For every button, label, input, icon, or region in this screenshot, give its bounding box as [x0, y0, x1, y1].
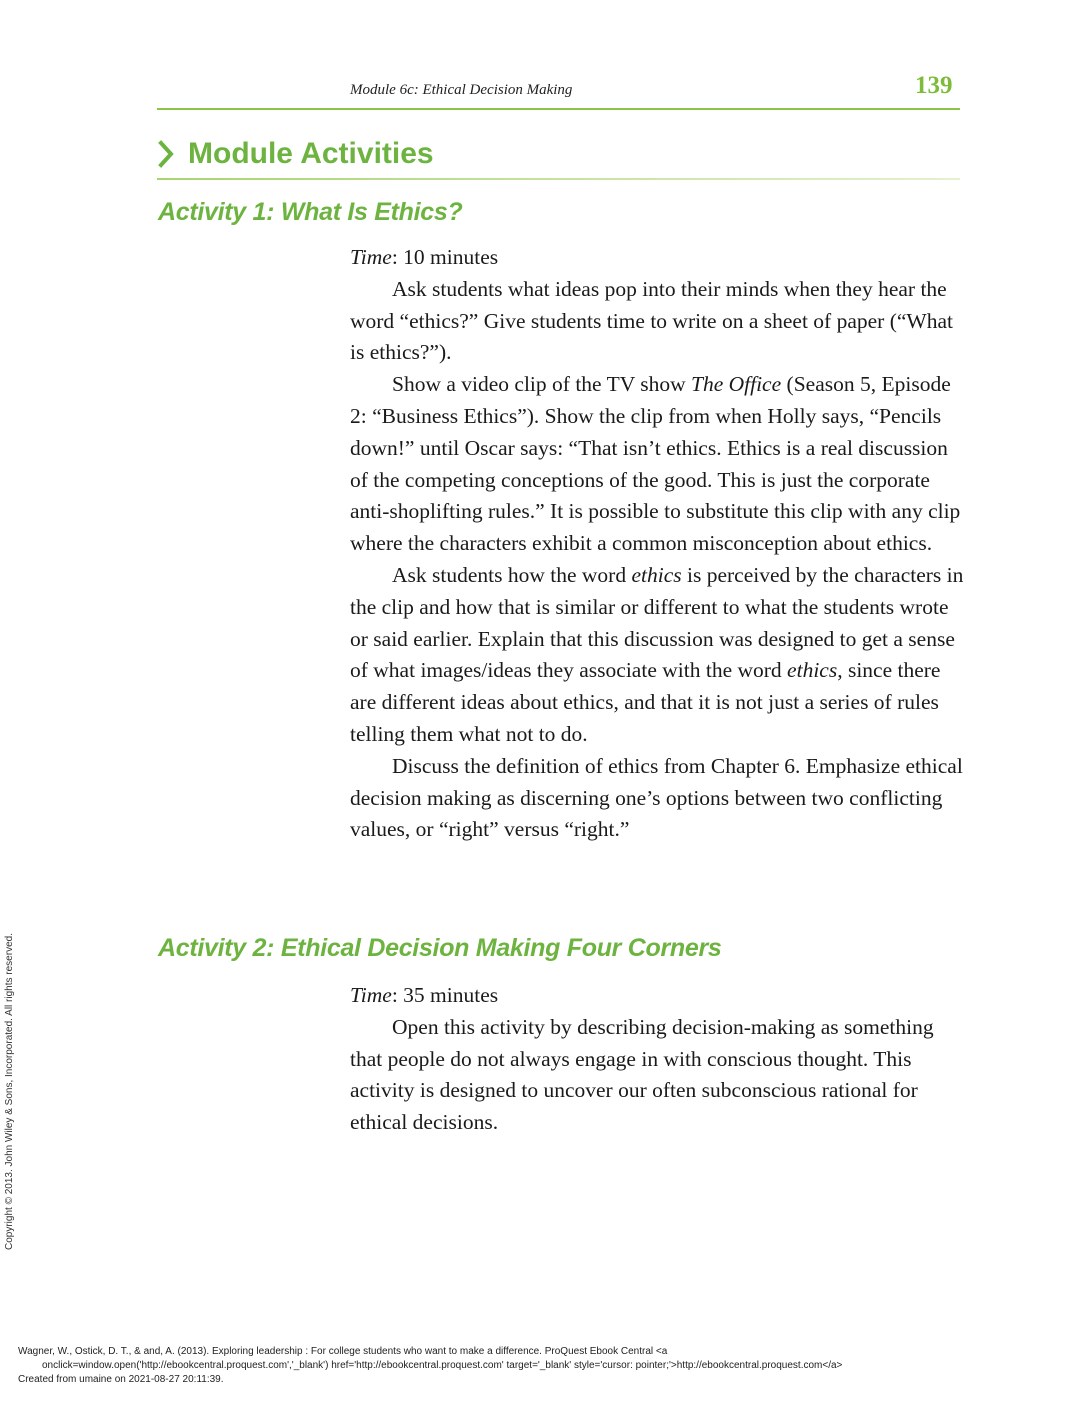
text-run: , since there are different ideas about ethics, and that it is not just a series of rules telling them what not to do. — [350, 658, 941, 746]
show-title: The Office — [690, 372, 782, 397]
time-label: Time — [350, 983, 392, 1007]
activity-2-time — [350, 980, 970, 1012]
paragraph — [350, 369, 970, 560]
page-number: 139 — [915, 72, 953, 99]
time-value: : 35 minutes — [391, 983, 499, 1007]
side-copyright: Copyright © 2013. John Wiley & Sons, Incorporated. All rights reserved. — [4, 933, 15, 1250]
paragraph — [350, 560, 970, 751]
text-run: Show a video clip of the TV show — [392, 372, 691, 397]
text-run: Ask students how the word — [392, 562, 632, 587]
chevron-right-icon — [158, 140, 174, 168]
footer-created: Created from umaine on 2021-08-27 20:11:39. — [18, 1374, 224, 1385]
emphasis: ethics — [787, 658, 838, 683]
section-title: Module Activities — [188, 137, 434, 170]
footer-citation: Wagner, W., Ostick, D. T., & and, A. (2013). Exploring leadership : For college students who want to make a difference. ProQuest Ebook Central <a — [18, 1346, 668, 1357]
text-run: (Season 5, Episode 2: “Business Ethics”). Show the clip from when Holly says, “Pencils down!” until Oscar says: “That isn’t ethics. Ethics is a real discussion of the competing conceptions of the good. This is just the corporate anti-shoplifting rules.” It is possible to substitute this clip with any clip where the characters exhibit a common misconception about ethics. — [350, 372, 961, 556]
section-heading — [158, 137, 434, 171]
activity-2-title: Activity 2: Ethical Decision Making Four Corners — [158, 934, 722, 962]
activity-2-body — [350, 980, 970, 1139]
emphasis: ethics — [631, 562, 682, 587]
footer-link: onclick=window.open('http://ebookcentral.proquest.com','_blank') href='http://ebookcentral.proquest.com' target='_blank' style='cursor: pointer;'>http://ebookcentral.proquest.com</a> — [42, 1360, 843, 1371]
running-head: Module 6c: Ethical Decision Making — [350, 82, 573, 98]
time-label: Time — [350, 245, 392, 269]
activity-1-time — [350, 242, 970, 274]
section-rule — [157, 178, 960, 180]
paragraph: Discuss the definition of ethics from Chapter 6. Emphasize ethical decision making as discerning one’s options between two conflicting values, or “right” versus “right.” — [350, 753, 963, 842]
text-run: is perceived by the characters in the clip and how that is similar or different to what the students wrote or said earlier. Explain that this discussion was designed to get a sense of what images/ideas they associate with the word — [350, 562, 964, 683]
activity-1-body — [350, 242, 970, 846]
paragraph: Ask students what ideas pop into their minds when they hear the word “ethics?” Give students time to write on a sheet of paper (“What is ethics?”). — [350, 276, 953, 365]
paragraph: Open this activity by describing decision-making as something that people do not always engage in with conscious thought. This activity is designed to uncover our often subconscious rational for ethical decisions. — [350, 1014, 934, 1135]
footer — [18, 1345, 1078, 1387]
activity-1-title: Activity 1: What Is Ethics? — [158, 198, 463, 226]
header-rule — [157, 108, 960, 110]
time-value: : 10 minutes — [391, 245, 499, 269]
